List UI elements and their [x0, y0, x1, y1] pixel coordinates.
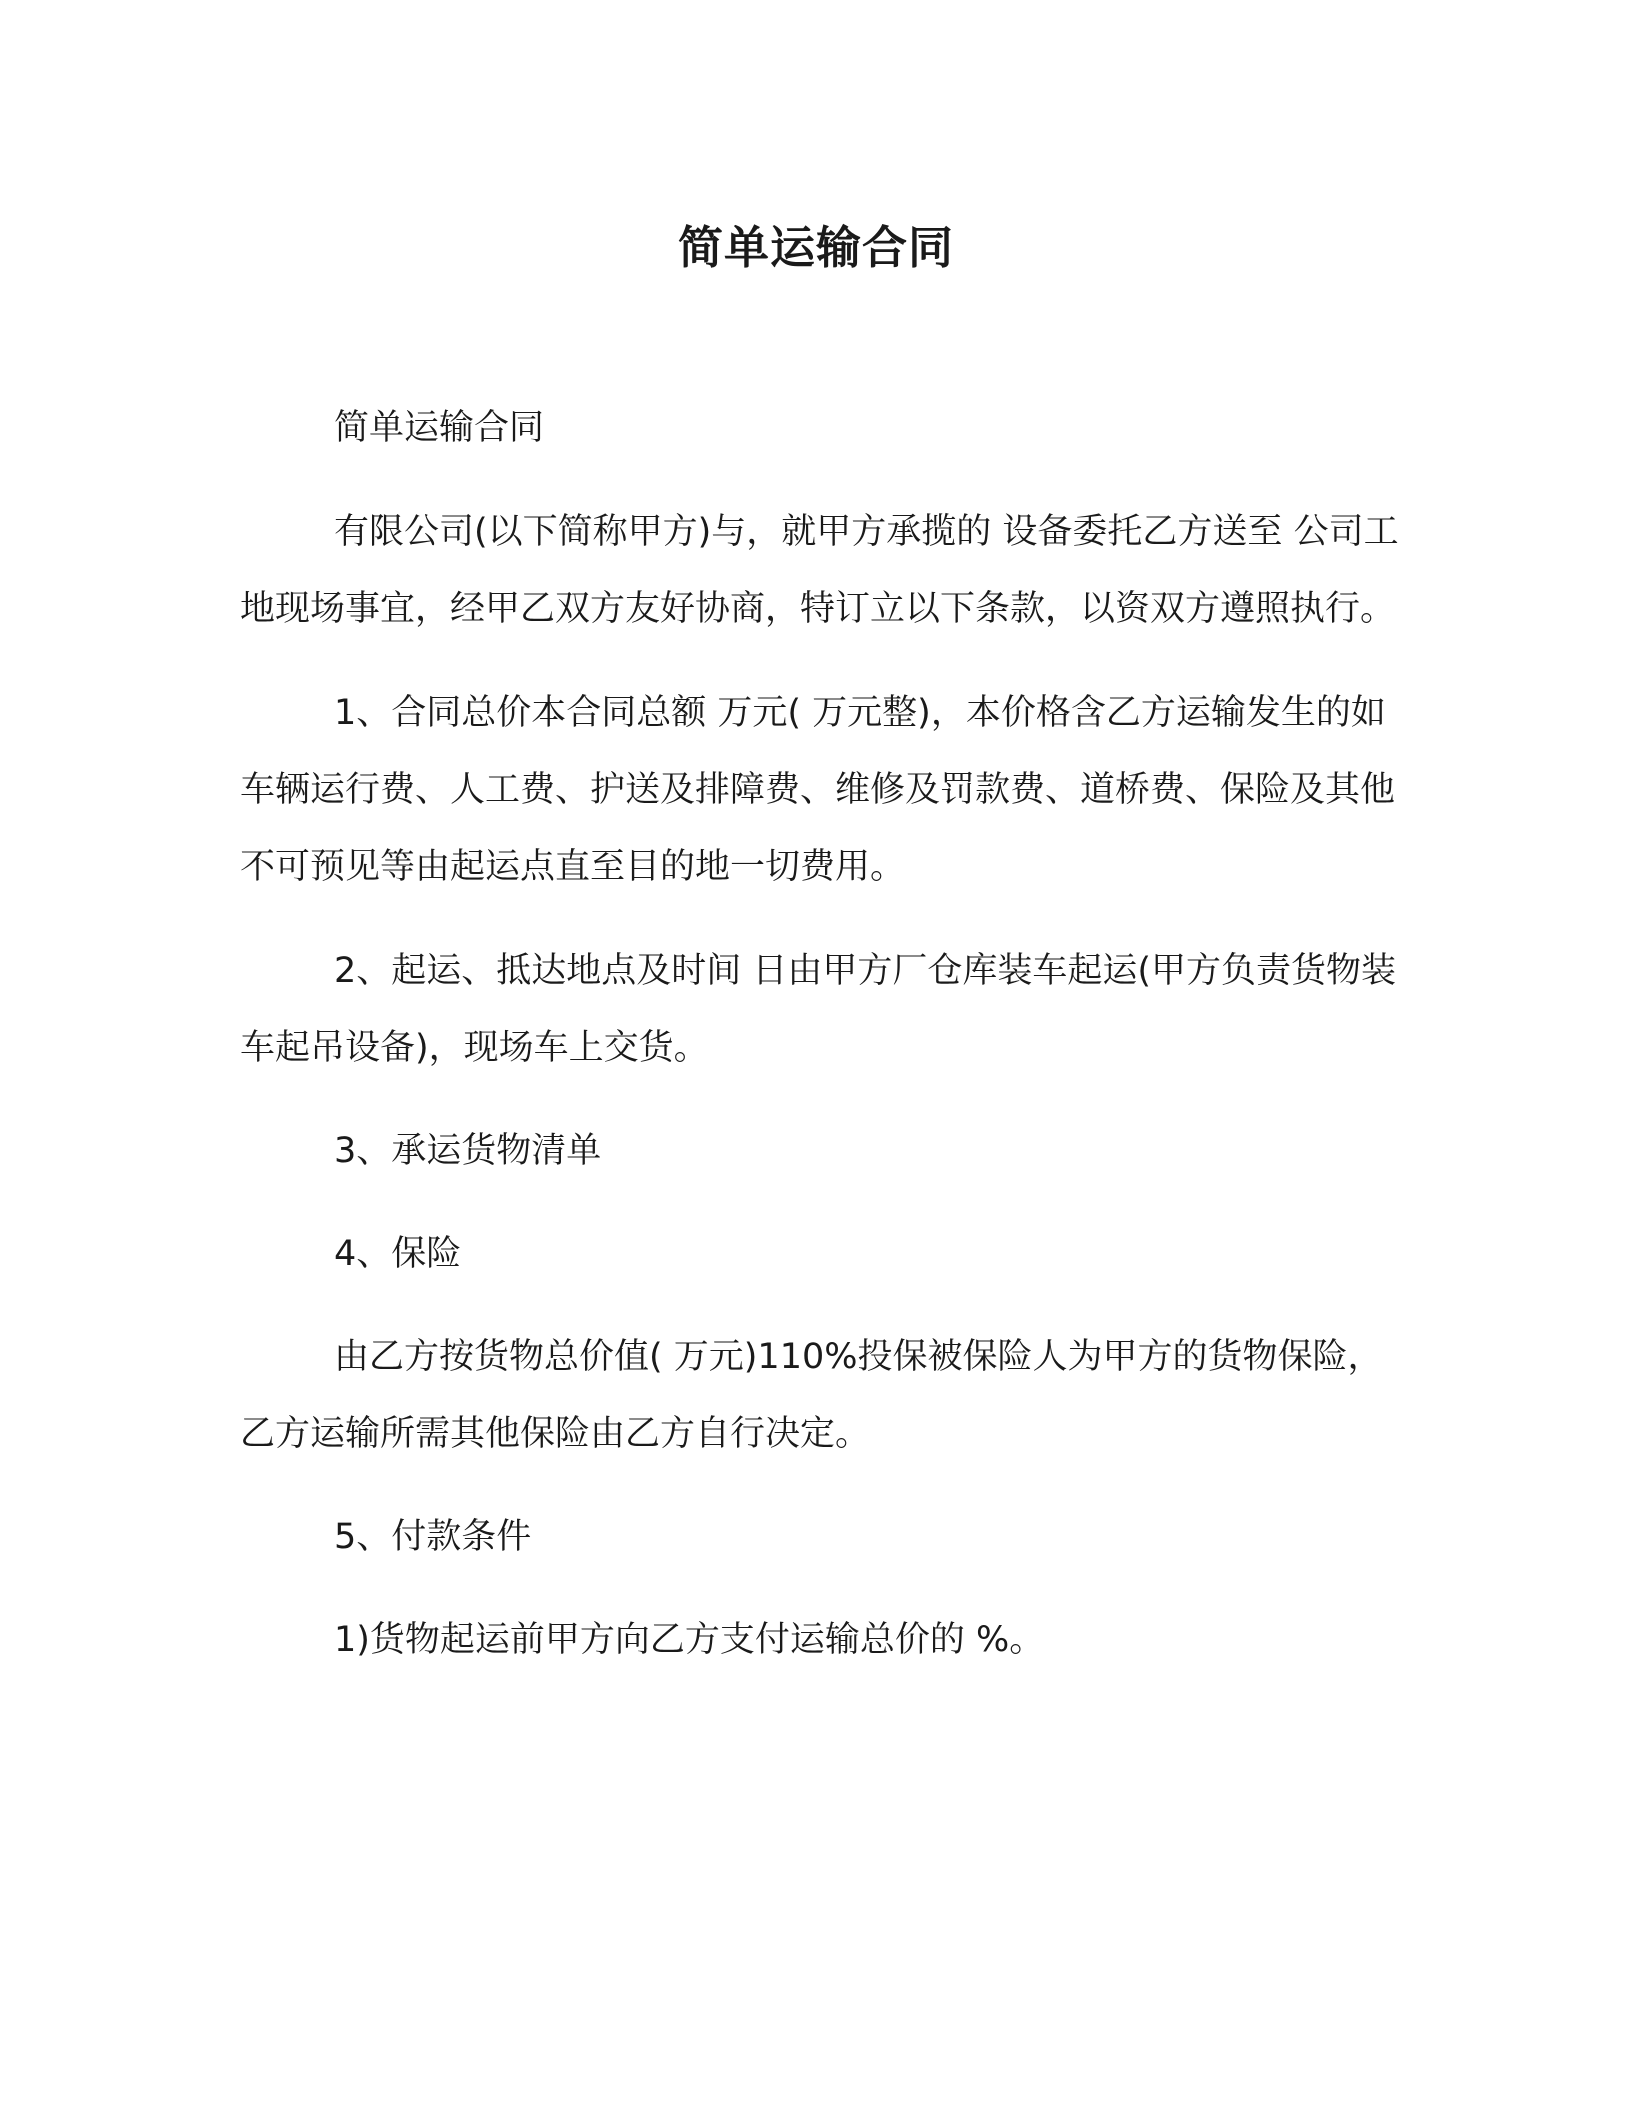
- clause-4-insurance-heading: 4、保险: [334, 1234, 462, 1274]
- subtitle-paragraph: 简单运输合同: [334, 408, 545, 448]
- clause-5-payment-heading: 5、付款条件: [334, 1517, 532, 1557]
- clause-2-location-time: 2、起运、抵达地点及时间 日由甲方厂仓库装车起运(甲方负责货物装车起吊设备)，现场车上交货。: [240, 951, 1397, 1068]
- clause-3-cargo-list: 3、承运货物清单: [334, 1131, 602, 1171]
- intro-paragraph: 有限公司(以下简称甲方)与，就甲方承揽的 设备委托乙方送至 公司工地现场事宜，经甲乙双方友好协商，特订立以下条款，以资双方遵照执行。: [240, 512, 1399, 629]
- clause-4-insurance-text: 由乙方按货物总价值( 万元)110%投保被保险人为甲方的货物保险，乙方运输所需其他保险由乙方自行决定。: [240, 1337, 1383, 1454]
- document-body: [240, 390, 1400, 1679]
- document-title: 简单运输合同: [677, 221, 954, 274]
- clause-1-total-price: 1、合同总价本合同总额 万元( 万元整)，本价格含乙方运输发生的如车辆运行费、人工费、护送及排障费、维修及罚款费、道桥费、保险及其他不可预见等由起运点直至目的地一切费用。: [240, 693, 1396, 887]
- clause-5-payment-item-1: 1)货物起运前甲方向乙方支付运输总价的 %。: [334, 1620, 1045, 1660]
